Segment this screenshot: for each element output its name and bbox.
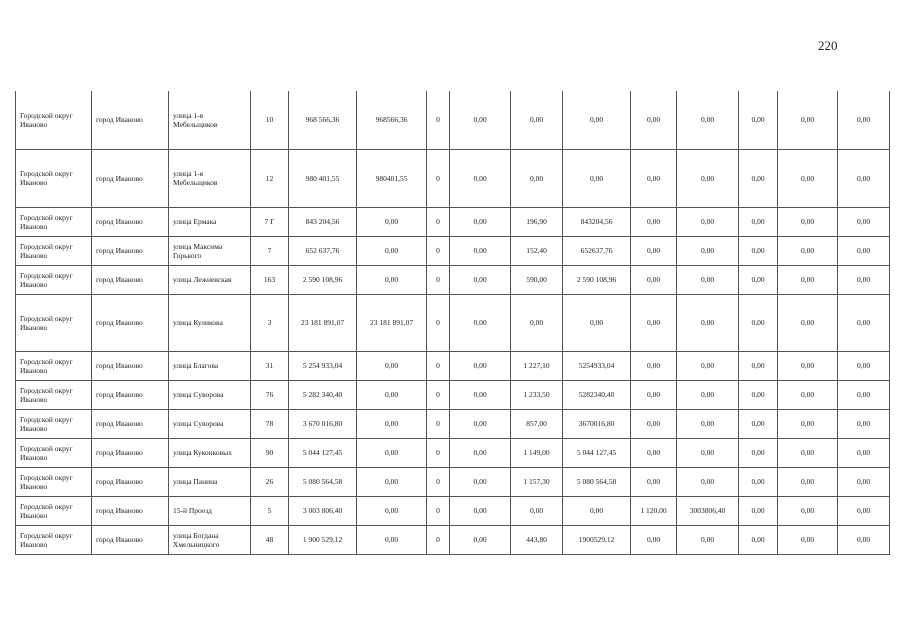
table-row (16, 294, 890, 351)
total-cost-cell: 2 590 108,96 (289, 265, 357, 294)
cost-column-6-cell: 0,00 (357, 236, 427, 265)
cost-column-6-cell: 0,00 (357, 409, 427, 438)
value-column-14-cell: 0,00 (778, 265, 838, 294)
table-row (16, 438, 890, 467)
municipality-cell: Городской округ Иваново (16, 351, 92, 380)
cost-column-10-cell: 0,00 (563, 496, 631, 525)
value-column-15-cell: 0,00 (838, 294, 890, 351)
count-cell: 0 (427, 467, 450, 496)
value-column-13-cell: 0,00 (739, 380, 778, 409)
value-column-11-cell: 0,00 (631, 294, 677, 351)
value-column-11-cell: 0,00 (631, 409, 677, 438)
value-column-13-cell: 0,00 (739, 207, 778, 236)
municipality-cell: Городской округ Иваново (16, 294, 92, 351)
value-column-14-cell: 0,00 (778, 236, 838, 265)
settlement-cell: город Иваново (92, 351, 169, 380)
house-number-cell: 90 (251, 438, 289, 467)
area-cell: 196,90 (511, 207, 563, 236)
area-cell: 0,00 (511, 91, 563, 149)
value-column-14-cell: 0,00 (778, 438, 838, 467)
area-cell: 0,00 (511, 149, 563, 207)
table-row (16, 149, 890, 207)
value-column-12-cell: 0,00 (677, 207, 739, 236)
value-column-15-cell: 0,00 (838, 438, 890, 467)
value-column-12-cell: 0,00 (677, 91, 739, 149)
cost-column-10-cell: 5 044 127,45 (563, 438, 631, 467)
total-cost-cell: 652 637,76 (289, 236, 357, 265)
value-column-14-cell: 0,00 (778, 207, 838, 236)
area-cell: 1 227,10 (511, 351, 563, 380)
value-column-14-cell: 0,00 (778, 496, 838, 525)
total-cost-cell: 5 080 564,58 (289, 467, 357, 496)
municipality-cell: Городской округ Иваново (16, 525, 92, 554)
value-column-15-cell: 0,00 (838, 91, 890, 149)
table-row (16, 496, 890, 525)
cost-column-6-cell: 0,00 (357, 438, 427, 467)
value-column-12-cell: 0,00 (677, 409, 739, 438)
value-column-13-cell: 0,00 (739, 496, 778, 525)
value-column-12-cell: 0,00 (677, 351, 739, 380)
municipality-cell: Городской округ Иваново (16, 496, 92, 525)
value-column-12-cell: 3003806,40 (677, 496, 739, 525)
cost-column-6-cell: 0,00 (357, 496, 427, 525)
value-column-15-cell: 0,00 (838, 207, 890, 236)
count-cell: 0 (427, 409, 450, 438)
value-column-8-cell: 0,00 (450, 525, 511, 554)
municipality-cell: Городской округ Иваново (16, 467, 92, 496)
total-cost-cell: 843 204,56 (289, 207, 357, 236)
settlement-cell: город Иваново (92, 467, 169, 496)
municipality-cell: Городской округ Иваново (16, 265, 92, 294)
value-column-13-cell: 0,00 (739, 91, 778, 149)
value-column-14-cell: 0,00 (778, 351, 838, 380)
value-column-12-cell: 0,00 (677, 380, 739, 409)
registry-table-body (16, 91, 890, 554)
street-cell: улица Благова (169, 351, 251, 380)
area-cell: 152,40 (511, 236, 563, 265)
table-row (16, 207, 890, 236)
value-column-11-cell: 0,00 (631, 149, 677, 207)
total-cost-cell: 3 670 016,80 (289, 409, 357, 438)
value-column-8-cell: 0,00 (450, 91, 511, 149)
value-column-12-cell: 0,00 (677, 467, 739, 496)
value-column-11-cell: 0,00 (631, 525, 677, 554)
house-number-cell: 5 (251, 496, 289, 525)
value-column-15-cell: 0,00 (838, 265, 890, 294)
cost-column-10-cell: 0,00 (563, 294, 631, 351)
value-column-8-cell: 0,00 (450, 236, 511, 265)
house-number-cell: 163 (251, 265, 289, 294)
area-cell: 1 233,50 (511, 380, 563, 409)
table-row (16, 409, 890, 438)
street-cell: улица Ермака (169, 207, 251, 236)
value-column-15-cell: 0,00 (838, 380, 890, 409)
value-column-13-cell: 0,00 (739, 438, 778, 467)
value-column-14-cell: 0,00 (778, 467, 838, 496)
value-column-12-cell: 0,00 (677, 236, 739, 265)
value-column-15-cell: 0,00 (838, 351, 890, 380)
house-number-cell: 7 (251, 236, 289, 265)
value-column-11-cell: 0,00 (631, 91, 677, 149)
value-column-11-cell: 0,00 (631, 438, 677, 467)
value-column-8-cell: 0,00 (450, 409, 511, 438)
value-column-15-cell: 0,00 (838, 496, 890, 525)
house-number-cell: 3 (251, 294, 289, 351)
value-column-12-cell: 0,00 (677, 265, 739, 294)
cost-column-6-cell: 968566,36 (357, 91, 427, 149)
settlement-cell: город Иваново (92, 265, 169, 294)
total-cost-cell: 5 044 127,45 (289, 438, 357, 467)
house-number-cell: 26 (251, 467, 289, 496)
house-number-cell: 7 Г (251, 207, 289, 236)
house-number-cell: 31 (251, 351, 289, 380)
value-column-15-cell: 0,00 (838, 149, 890, 207)
cost-column-10-cell: 2 590 108,96 (563, 265, 631, 294)
count-cell: 0 (427, 149, 450, 207)
cost-column-10-cell: 5254933,04 (563, 351, 631, 380)
house-number-cell: 10 (251, 91, 289, 149)
house-number-cell: 48 (251, 525, 289, 554)
street-cell: улица Суворова (169, 409, 251, 438)
settlement-cell: город Иваново (92, 380, 169, 409)
cost-column-6-cell: 0,00 (357, 265, 427, 294)
value-column-11-cell: 0,00 (631, 265, 677, 294)
area-cell: 1 157,30 (511, 467, 563, 496)
cost-column-6-cell: 23 181 891,07 (357, 294, 427, 351)
municipality-cell: Городской округ Иваново (16, 409, 92, 438)
value-column-13-cell: 0,00 (739, 409, 778, 438)
table-row (16, 91, 890, 149)
value-column-8-cell: 0,00 (450, 467, 511, 496)
municipality-cell: Городской округ Иваново (16, 380, 92, 409)
table-row (16, 265, 890, 294)
page-number: 220 (818, 38, 838, 53)
area-cell: 0,00 (511, 294, 563, 351)
table-row (16, 351, 890, 380)
value-column-14-cell: 0,00 (778, 380, 838, 409)
value-column-11-cell: 0,00 (631, 351, 677, 380)
value-column-15-cell: 0,00 (838, 409, 890, 438)
value-column-14-cell: 0,00 (778, 149, 838, 207)
count-cell: 0 (427, 496, 450, 525)
total-cost-cell: 5 282 340,40 (289, 380, 357, 409)
value-column-13-cell: 0,00 (739, 149, 778, 207)
value-column-15-cell: 0,00 (838, 467, 890, 496)
street-cell: улица Панина (169, 467, 251, 496)
settlement-cell: город Иваново (92, 294, 169, 351)
value-column-8-cell: 0,00 (450, 149, 511, 207)
total-cost-cell: 5 254 933,04 (289, 351, 357, 380)
count-cell: 0 (427, 236, 450, 265)
value-column-15-cell: 0,00 (838, 236, 890, 265)
street-cell: 15-й Проезд (169, 496, 251, 525)
cost-column-10-cell: 0,00 (563, 91, 631, 149)
value-column-13-cell: 0,00 (739, 467, 778, 496)
value-column-11-cell: 0,00 (631, 380, 677, 409)
value-column-11-cell: 1 120,00 (631, 496, 677, 525)
value-column-12-cell: 0,00 (677, 525, 739, 554)
municipality-cell: Городской округ Иваново (16, 91, 92, 149)
table-row (16, 380, 890, 409)
count-cell: 0 (427, 294, 450, 351)
table-row (16, 236, 890, 265)
street-cell: улица Максима Горького (169, 236, 251, 265)
table-row (16, 525, 890, 554)
house-number-cell: 12 (251, 149, 289, 207)
value-column-8-cell: 0,00 (450, 351, 511, 380)
street-cell: улица 1-я Мебельщиков (169, 91, 251, 149)
cost-column-10-cell: 1900529,12 (563, 525, 631, 554)
cost-column-10-cell: 0,00 (563, 149, 631, 207)
area-cell: 857,00 (511, 409, 563, 438)
table-row (16, 467, 890, 496)
street-cell: улица Куликова (169, 294, 251, 351)
value-column-14-cell: 0,00 (778, 294, 838, 351)
total-cost-cell: 1 900 529,12 (289, 525, 357, 554)
municipality-cell: Городской округ Иваново (16, 149, 92, 207)
value-column-8-cell: 0,00 (450, 294, 511, 351)
cost-column-10-cell: 5 080 564,58 (563, 467, 631, 496)
municipality-cell: Городской округ Иваново (16, 438, 92, 467)
count-cell: 0 (427, 91, 450, 149)
street-cell: улица Куконковых (169, 438, 251, 467)
cost-column-10-cell: 843204,56 (563, 207, 631, 236)
value-column-13-cell: 0,00 (739, 294, 778, 351)
value-column-8-cell: 0,00 (450, 496, 511, 525)
cost-column-6-cell: 0,00 (357, 467, 427, 496)
cost-column-10-cell: 652637,76 (563, 236, 631, 265)
street-cell: улица Лежневская (169, 265, 251, 294)
street-cell: улица Богдана Хмельницкого (169, 525, 251, 554)
municipality-cell: Городской округ Иваново (16, 236, 92, 265)
cost-column-6-cell: 0,00 (357, 525, 427, 554)
total-cost-cell: 3 003 806,40 (289, 496, 357, 525)
settlement-cell: город Иваново (92, 236, 169, 265)
value-column-13-cell: 0,00 (739, 525, 778, 554)
value-column-11-cell: 0,00 (631, 236, 677, 265)
value-column-8-cell: 0,00 (450, 438, 511, 467)
value-column-13-cell: 0,00 (739, 236, 778, 265)
value-column-14-cell: 0,00 (778, 91, 838, 149)
value-column-8-cell: 0,00 (450, 207, 511, 236)
settlement-cell: город Иваново (92, 496, 169, 525)
area-cell: 590,00 (511, 265, 563, 294)
street-cell: улица 1-я Мебельщиков (169, 149, 251, 207)
municipality-cell: Городской округ Иваново (16, 207, 92, 236)
value-column-12-cell: 0,00 (677, 294, 739, 351)
cost-column-6-cell: 0,00 (357, 380, 427, 409)
count-cell: 0 (427, 380, 450, 409)
area-cell: 0,00 (511, 496, 563, 525)
cost-column-6-cell: 0,00 (357, 351, 427, 380)
count-cell: 0 (427, 351, 450, 380)
cost-column-10-cell: 5282340,40 (563, 380, 631, 409)
house-number-cell: 76 (251, 380, 289, 409)
area-cell: 443,80 (511, 525, 563, 554)
value-column-11-cell: 0,00 (631, 467, 677, 496)
settlement-cell: город Иваново (92, 91, 169, 149)
settlement-cell: город Иваново (92, 525, 169, 554)
house-number-cell: 78 (251, 409, 289, 438)
value-column-11-cell: 0,00 (631, 207, 677, 236)
count-cell: 0 (427, 438, 450, 467)
settlement-cell: город Иваново (92, 409, 169, 438)
area-cell: 1 149,00 (511, 438, 563, 467)
value-column-8-cell: 0,00 (450, 380, 511, 409)
value-column-13-cell: 0,00 (739, 265, 778, 294)
value-column-12-cell: 0,00 (677, 438, 739, 467)
registry-table (15, 91, 890, 555)
count-cell: 0 (427, 265, 450, 294)
settlement-cell: город Иваново (92, 149, 169, 207)
value-column-14-cell: 0,00 (778, 409, 838, 438)
total-cost-cell: 23 181 891,07 (289, 294, 357, 351)
value-column-14-cell: 0,00 (778, 525, 838, 554)
cost-column-10-cell: 3670016,80 (563, 409, 631, 438)
settlement-cell: город Иваново (92, 207, 169, 236)
value-column-13-cell: 0,00 (739, 351, 778, 380)
total-cost-cell: 980 401,55 (289, 149, 357, 207)
cost-column-6-cell: 980401,55 (357, 149, 427, 207)
street-cell: улица Суворова (169, 380, 251, 409)
total-cost-cell: 968 566,36 (289, 91, 357, 149)
settlement-cell: город Иваново (92, 438, 169, 467)
value-column-12-cell: 0,00 (677, 149, 739, 207)
count-cell: 0 (427, 207, 450, 236)
value-column-15-cell: 0,00 (838, 525, 890, 554)
cost-column-6-cell: 0,00 (357, 207, 427, 236)
count-cell: 0 (427, 525, 450, 554)
value-column-8-cell: 0,00 (450, 265, 511, 294)
